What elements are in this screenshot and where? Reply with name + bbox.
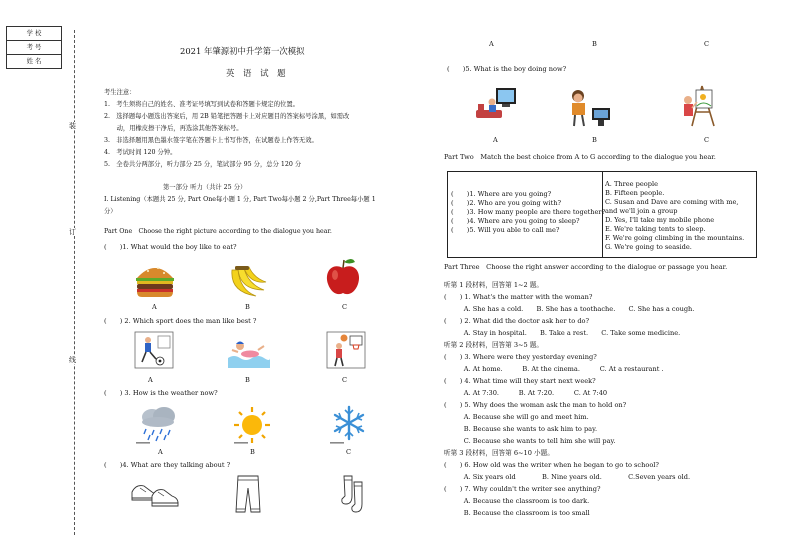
student-info-table [6, 26, 62, 69]
part-three-line: ( ) 1. What's the matter with the woman? [444, 293, 593, 301]
student-id-field-label: 考 号 [7, 41, 62, 55]
binding-line [74, 30, 75, 535]
part-three-line: ( ) 2. What did the doctor ask her to do? [444, 317, 590, 325]
part-three-line: 听第 2 段材料，回答第 3~5 题。 [444, 341, 544, 349]
option-label-a: A [493, 136, 498, 144]
option-label-c: C [342, 303, 348, 311]
matching-table [447, 171, 757, 258]
matching-choice: and we'll join a group [605, 207, 678, 215]
name-field-label: 姓 名 [7, 55, 62, 69]
section-heading: 第一部分 听力（共计 25 分） [163, 184, 247, 191]
matching-choice: A. Three people [605, 180, 658, 188]
computer-icon [566, 86, 614, 130]
option-label-c: C [342, 376, 348, 384]
apple-icon [324, 256, 362, 298]
note-item: 动，用橡皮擦干净后，再选涂其他答案标号。 [104, 125, 243, 132]
matching-choice: F. We're going climbing in the mountains. [605, 234, 745, 242]
part-three-line: ( ) 6. How old was the writer when he began to go to school? [444, 461, 659, 469]
note-item: 3. 非选择题用黑色墨水签字笔在答题卡上书写作答，在试题卷上作答无效。 [104, 137, 318, 144]
part-three-instruction: Part Three Choose the right answer according to the dialogue or passage you hear. [444, 263, 728, 271]
notes-heading: 考生注意： [104, 89, 136, 96]
sun-icon [232, 406, 272, 444]
matching-question: ( )1. Where are you going? [451, 190, 552, 198]
part-three-line: B. Because she wants to ask him to pay. [444, 425, 598, 433]
part-three-line: A. She has a cold. B. She has a toothache. C. She has a cough. [444, 305, 695, 313]
option-label-b: B [245, 376, 250, 384]
matching-choice: G. We're going to seaside. [605, 243, 692, 251]
option-label-a: A [158, 448, 163, 456]
part-three-line: C. Because she wants to tell him she will pay. [444, 437, 616, 445]
option-label-a: A [152, 303, 157, 311]
painting-icon [678, 82, 720, 130]
school-field-label: 学 校 [7, 27, 62, 41]
trousers-icon [232, 474, 264, 516]
part-three-line: A. Because she will go and meet him. [444, 413, 589, 421]
part-three-line: A. Because the classroom is too dark. [444, 497, 590, 505]
part-three-line: ( ) 7. Why couldn't the writer see anything? [444, 485, 601, 493]
option-label-b: B [592, 136, 597, 144]
option-label-b: B [250, 448, 255, 456]
option-label-a: A [489, 40, 494, 48]
matching-question: ( )3. How many people are there together? [451, 208, 606, 216]
basketball-icon [326, 330, 366, 370]
exam-title: 2021 年肇源初中升学第一次模拟 [180, 46, 305, 56]
socks-icon [340, 474, 370, 516]
matching-choice: D. Yes, I'll take my mobile phone [605, 216, 715, 224]
swimming-icon [226, 334, 270, 368]
part-three-line: A. At 7:30. B. At 7:20. C. At 7:40 [444, 389, 608, 397]
part-three-line: 听第 3 段材料，回答第 6~10 小题。 [444, 449, 554, 457]
part-three-line: B. Because the classroom is too small [444, 509, 590, 517]
part-three-line: ( ) 4. What time will they start next week? [444, 377, 596, 385]
bind-mark-xian: 线 [69, 356, 76, 364]
football-icon [134, 330, 174, 370]
matching-choice: C. Susan and Dave are coming with me, [605, 198, 739, 206]
snow-icon [330, 404, 368, 444]
question-3: ( ) 3. How is the weather now? [104, 389, 218, 397]
note-item: 4. 考试时间 120 分钟。 [104, 149, 177, 156]
option-label-c: C [346, 448, 352, 456]
part-two-instruction: Part Two Match the best choice from A to G according to the dialogue you hear. [444, 153, 716, 161]
option-label-b: B [592, 40, 597, 48]
rain-icon [136, 404, 180, 444]
option-label-a: A [148, 376, 153, 384]
part-three-line: A. Stay in hospital. B. Take a rest. C. Take some medicine. [444, 329, 681, 337]
matching-question: ( )2. Who are you going with? [451, 199, 561, 207]
matching-question: ( )5. Will you able to call me? [451, 226, 560, 234]
option-label-c: C [704, 136, 710, 144]
part-three-line: ( ) 5. Why does the woman ask the man to hold on? [444, 401, 627, 409]
note-item: 2. 选择题每小题选出答案后，用 2B 铅笔把答题卡上对应题目的答案标号涂黑，如需改 [104, 113, 350, 120]
part-three-line: A. At home. B. At the cinema. C. At a restaurant . [444, 365, 664, 373]
question-2: ( ) 2. Which sport does the man like best ? [104, 317, 257, 325]
option-label-c: C [704, 40, 710, 48]
part-three-line: A. Six years old B. Nine years old. C.Seven years old. [444, 473, 691, 481]
tv-icon [474, 84, 520, 128]
listening-intro: I. Listening（本题共 25 分, Part One每小题 1 分, Part Two每小题 2 分,Part Three每小题 1 [104, 196, 376, 203]
listening-intro: 分） [104, 208, 117, 215]
banana-icon [226, 264, 268, 300]
matching-choice: B. Fifteen people. [605, 189, 665, 197]
bind-mark-ding: 订 [69, 228, 76, 236]
question-5: ( )5. What is the boy doing now? [447, 65, 567, 73]
part-three-line: 听第 1 段材料，回答第 1~2 题。 [444, 281, 544, 289]
matching-question: ( )4. Where are you going to sleep? [451, 217, 580, 225]
option-label-b: B [245, 303, 250, 311]
part-three-line: ( ) 3. Where were they yesterday evening? [444, 353, 597, 361]
note-item: 5. 全卷共分两部分，听力部分 25 分，笔试部分 95 分，总分 120 分 [104, 161, 302, 168]
matching-choice: E. We're taking tents to sleep. [605, 225, 706, 233]
exam-subtitle: 英 语 试 题 [226, 68, 289, 78]
bind-mark-zhuang: 装 [69, 122, 76, 130]
question-1: ( )1. What would the boy like to eat? [104, 243, 237, 251]
sneaker-icon [130, 478, 182, 514]
hamburger-icon [134, 260, 176, 298]
part-one-instruction: Part One Choose the right picture according to the dialogue you hear. [104, 228, 332, 235]
question-4: ( )4. What are they talking about ? [104, 461, 231, 469]
note-item: 1. 考生须将自己的姓名、准考证号填写到试卷和答题卡规定的位置。 [104, 101, 299, 108]
